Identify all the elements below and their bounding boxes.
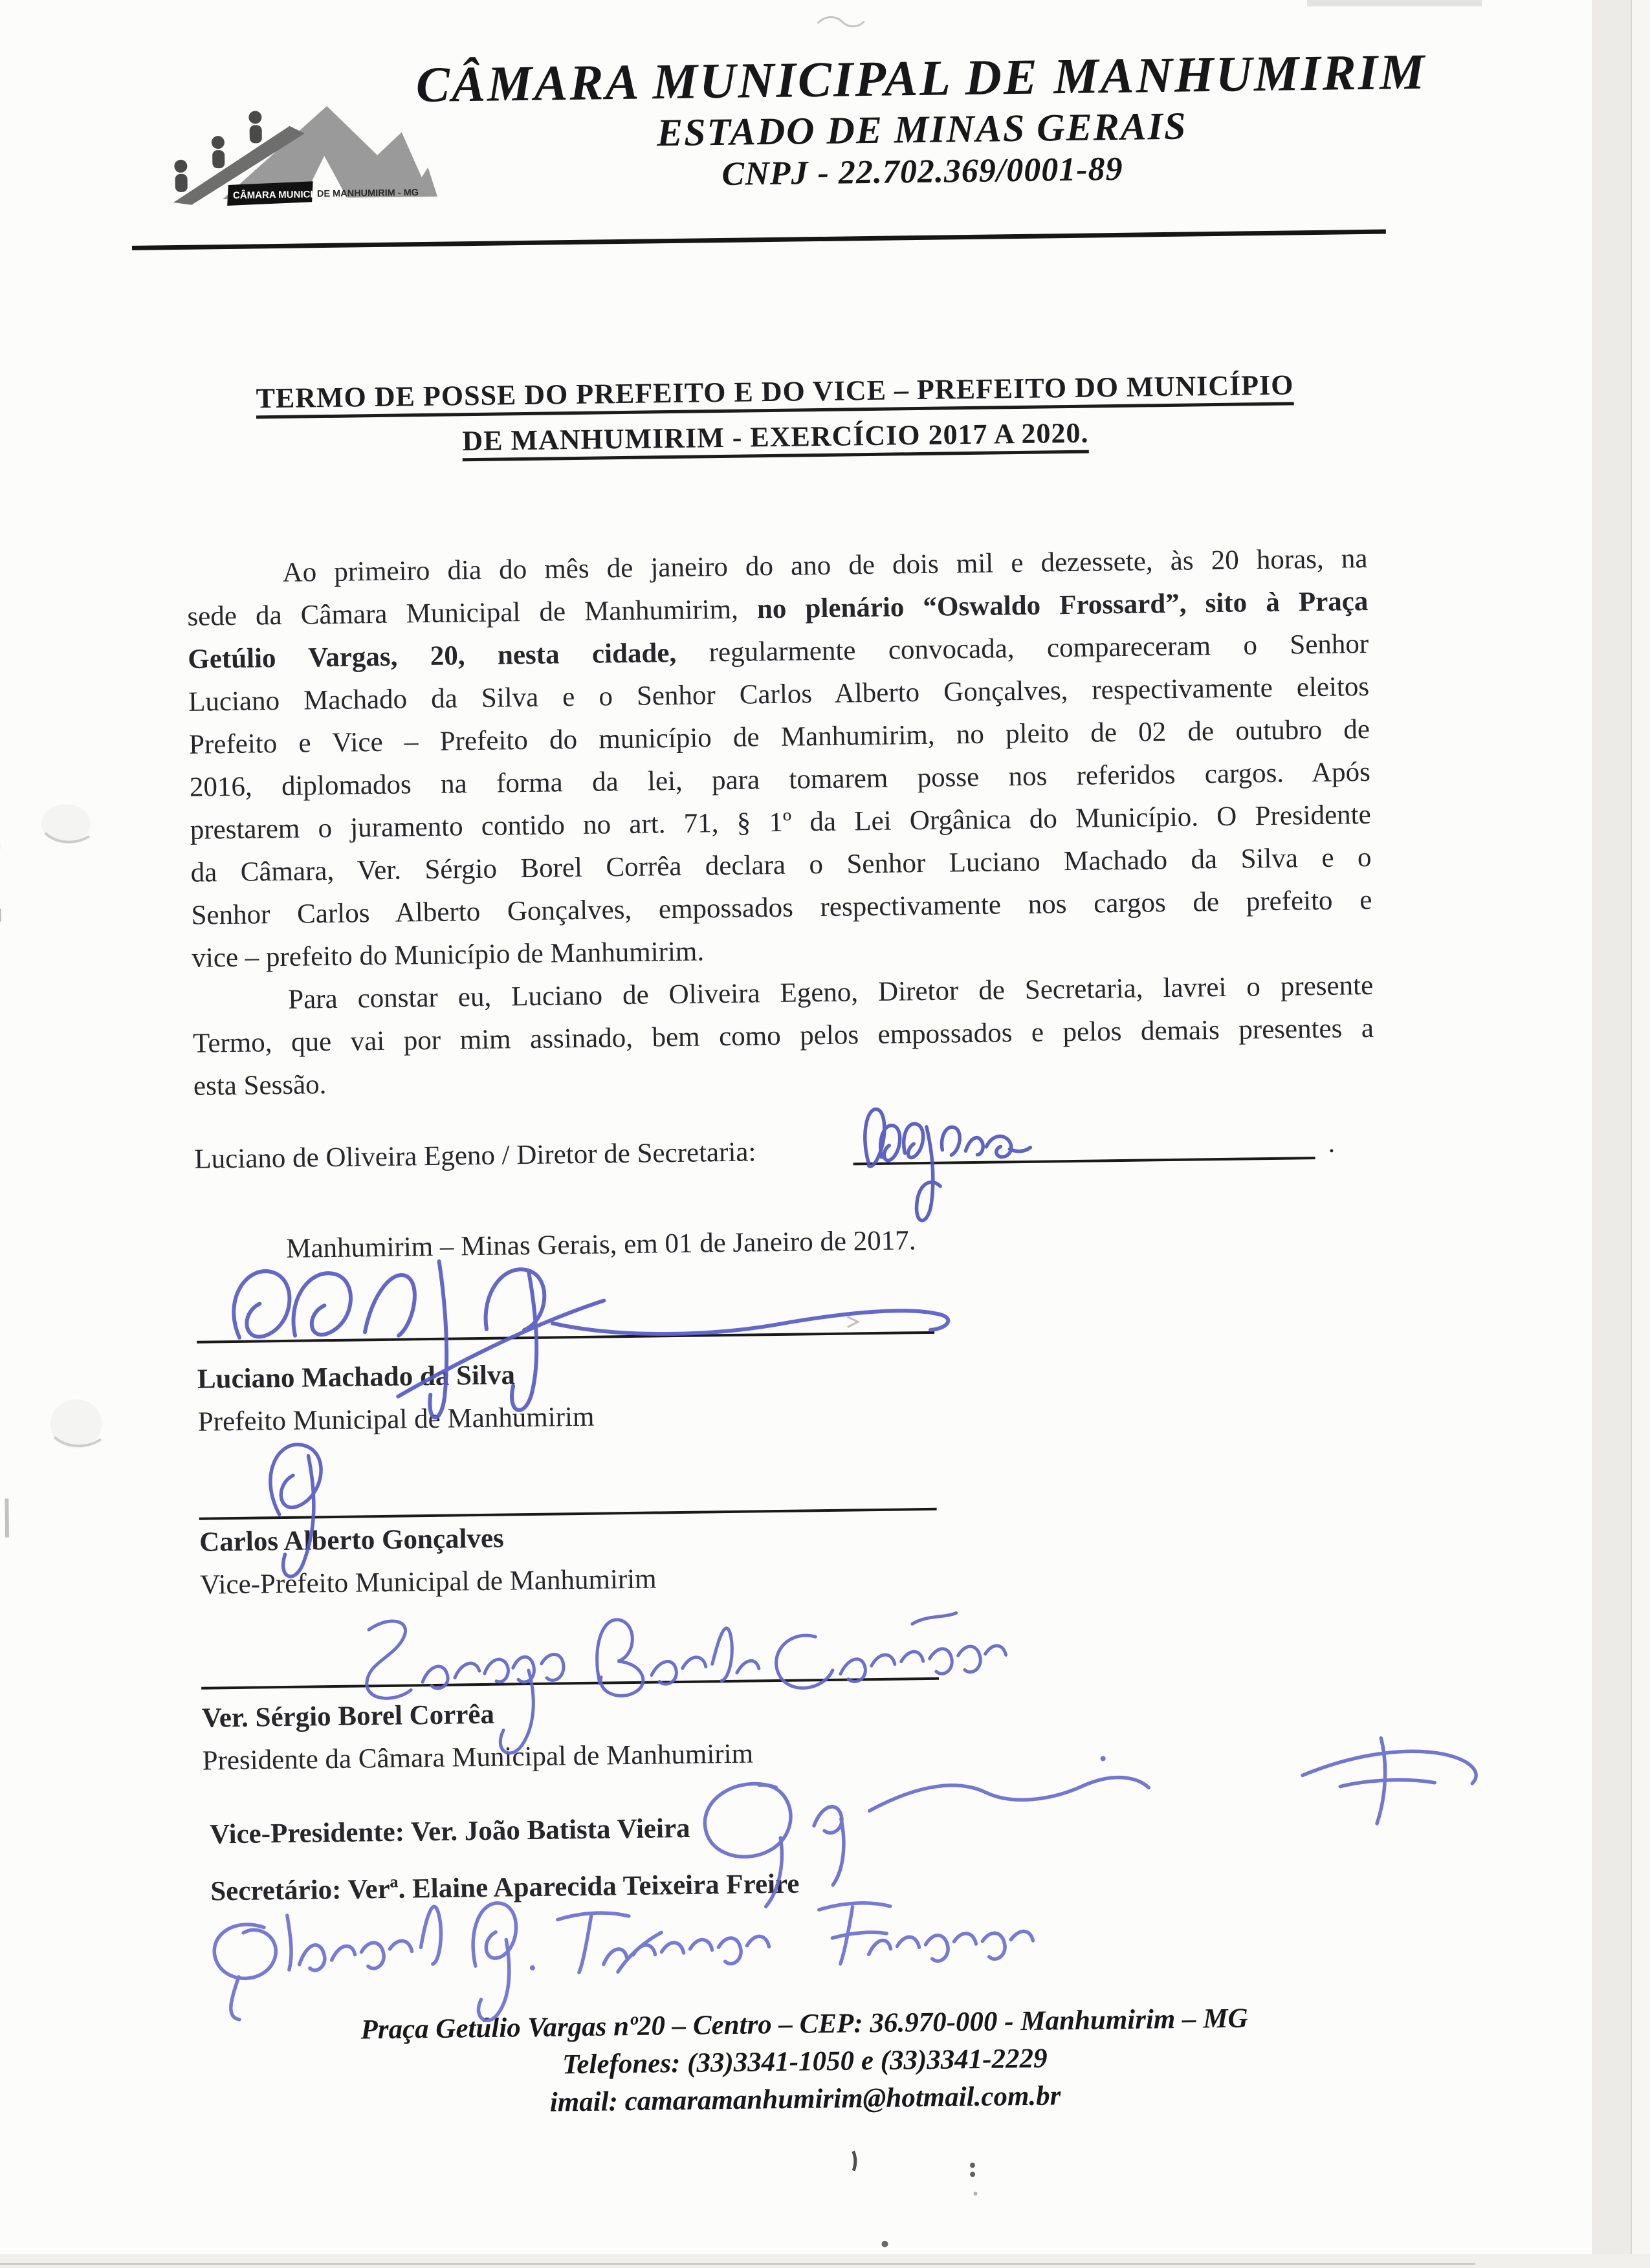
text-line: da Câmara, Ver. Sérgio Borel Corrêa declara o Senhor Luciano Machado da Silva e o bbox=[190, 842, 1372, 888]
elaine-teixeira-signature bbox=[214, 1896, 1034, 2024]
officer-vice-presidente: Vice-Presidente: Ver. João Batista Vieira bbox=[209, 1813, 690, 1850]
signature-line-vice-prefeito bbox=[199, 1508, 937, 1520]
scan-edge-bottom-line bbox=[0, 2263, 1475, 2265]
signer-role-prefeito: Prefeito Municipal de Manhumirim bbox=[197, 1401, 595, 1437]
signature-line-prefeito bbox=[197, 1331, 934, 1344]
document-title-line1: TERMO DE POSSE DO PREFEITO E DO VICE – PREFEITO DO MUNICÍPIO bbox=[256, 369, 1294, 415]
signer-name-vice-prefeito: Carlos Alberto Gonçalves bbox=[199, 1523, 505, 1558]
text-line: Termo, que vai por mim assinado, bem como pelos empossados e pelos demais presentes a bbox=[192, 1012, 1374, 1059]
org-logo-mountain-icon bbox=[157, 86, 463, 209]
text-line: Luciano Machado da Silva e o Senhor Carlos Alberto Gonçalves, respectivamente eleitos bbox=[188, 671, 1370, 717]
document-title bbox=[184, 362, 1367, 468]
signer-name-presidente: Ver. Sérgio Borel Corrêa bbox=[201, 1699, 495, 1734]
scan-artifact-marks bbox=[0, 16, 978, 2258]
footer-phones: Telefones: (33)3341-1050 e (33)3341-2229 bbox=[562, 2043, 1048, 2080]
signer-role-presidente: Presidente da Câmara Municipal de Manhumirim bbox=[202, 1738, 754, 1776]
text-line: 2016, diplomados na forma da lei, para tomarem posse nos referidos cargos. Após bbox=[189, 756, 1371, 803]
text-line: Prefeito e Vice – Prefeito do município de Manhumirim, no pleito de 02 de outubro de bbox=[188, 714, 1370, 760]
text-line: esta Sessão. bbox=[193, 1069, 327, 1102]
signer-role-vice-prefeito: Vice-Prefeito Municipal de Manhumirim bbox=[199, 1564, 657, 1600]
logo-banner-primary-text: CÂMARA MUNICIPAL bbox=[232, 188, 332, 201]
footer-email: imail: camaramanhumirim@hotmail.com.br bbox=[549, 2080, 1061, 2118]
text-line: prestarem o juramento contido no art. 71, § 1º da Lei Orgânica do Município. O Presidente bbox=[190, 799, 1371, 845]
header-divider-rule bbox=[132, 230, 1386, 250]
scan-edge-top bbox=[1307, 0, 1482, 6]
text-line: vice – prefeito do Município de Manhumirim. bbox=[192, 936, 705, 974]
scan-edge-right-outer bbox=[1631, 0, 1650, 2268]
logo-banner-secondary-text: DE MANHUMIRIM - MG bbox=[316, 188, 419, 200]
scan-edge-right bbox=[1592, 0, 1632, 2268]
text-line: Ao primeiro dia do mês de janeiro do ano de dois mil e dezessete, às 20 horas, na bbox=[282, 543, 1368, 588]
document-title-line2: DE MANHUMIRIM - EXERCÍCIO 2017 A 2020. bbox=[462, 417, 1089, 457]
secretary-signature-period: . bbox=[1327, 1128, 1336, 1159]
secretary-signature-line bbox=[853, 1157, 1315, 1165]
date-line: Manhumirim – Minas Gerais, em 01 de Janeiro de 2017. bbox=[285, 1225, 916, 1264]
text-line: Getúlio Vargas, 20, nesta cidade, regularmente convocada, compareceram o Senhor bbox=[188, 628, 1369, 675]
scan-edge-bottom bbox=[0, 2254, 1650, 2268]
org-state-line: ESTADO DE MINAS GERAIS bbox=[656, 104, 1187, 155]
secretary-signature-label: Luciano de Oliveira Egeno / Diretor de Secretaria: bbox=[194, 1137, 756, 1175]
org-cnpj-line: CNPJ - 22.702.369/0001-89 bbox=[721, 150, 1123, 193]
body-paragraph-1 bbox=[186, 538, 1372, 980]
signer-name-prefeito: Luciano Machado da Silva bbox=[197, 1360, 516, 1395]
joao-batista-signature bbox=[704, 1737, 1478, 1908]
officer-secretario: Secretário: Verª. Elaine Aparecida Teixeira Freire bbox=[210, 1868, 800, 1907]
org-name: CÂMARA MUNICIPAL DE MANHUMIRIM bbox=[415, 43, 1427, 113]
signature-line-presidente bbox=[201, 1677, 939, 1690]
text-line: sede da Câmara Municipal de Manhumirim, no plenário “Oswaldo Frossard”, sito à Praça bbox=[187, 585, 1369, 632]
body-paragraph-2 bbox=[192, 965, 1374, 1108]
footer-address: Praça Getúlio Vargas nº20 – Centro – CEP: 36.970-000 - Manhumirim – MG bbox=[360, 2003, 1248, 2045]
text-line: Senhor Carlos Alberto Gonçalves, empossados respectivamente nos cargos de prefeito e bbox=[191, 884, 1372, 931]
text-line: Para constar eu, Luciano de Oliveira Egeno, Diretor de Secretaria, lavrei o presente bbox=[287, 970, 1374, 1015]
